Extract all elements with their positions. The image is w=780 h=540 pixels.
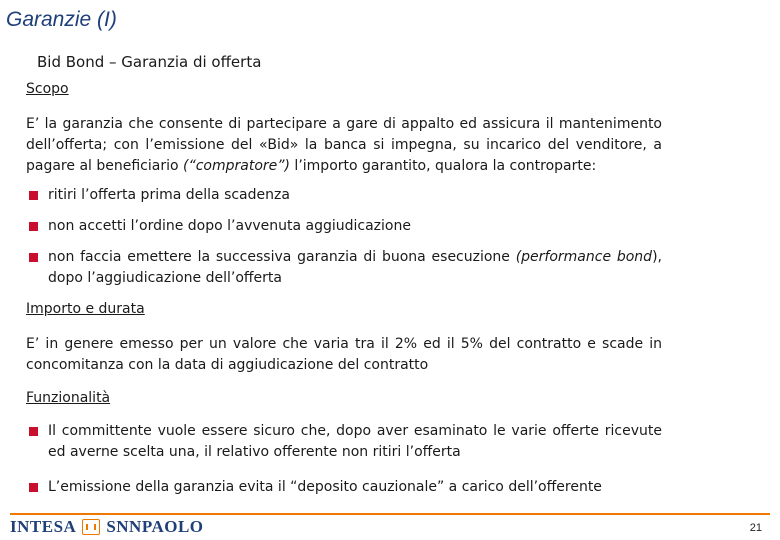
slide-title: Garanzie (I)	[6, 8, 117, 31]
scopo-text-start: E’ la garanzia che consente di partecipare a gare di appalto ed assicura il mantenimento dell’offerta; con l’emissione del «Bid» la banca si impegna, su incarico del venditore, a pagare al beneficiario	[26, 116, 662, 174]
slide-subtitle: Bid Bond – Garanzia di offerta	[37, 53, 262, 71]
bullet-text-start: non faccia emettere la successiva garanzia di buona esecuzione	[48, 249, 516, 265]
bullet-square-icon	[29, 253, 38, 262]
list-item	[26, 185, 662, 206]
bullet-square-icon	[29, 427, 38, 436]
footer-divider	[10, 513, 770, 515]
slide-content	[26, 52, 662, 508]
logo-text-left: INTESA	[10, 517, 77, 536]
funzionalita-bullet-list	[26, 421, 662, 498]
list-item	[26, 421, 662, 463]
bullet-text-end: ), dopo l’aggiudicazione dell’offerta	[48, 249, 662, 286]
page-number: 21	[749, 522, 762, 534]
scopo-text-italic: (“compratore”)	[183, 158, 290, 174]
section-heading-importo: Importo e durata	[26, 301, 145, 317]
bullet-text: L’emissione della garanzia evita il “deposito cauzionale” a carico dell’offerente	[48, 479, 602, 495]
importo-paragraph: E’ in genere emesso per un valore che varia tra il 2% ed il 5% del contratto e scade in concomitanza con la data di aggiudicazione del contratto	[26, 336, 662, 373]
list-item	[26, 477, 662, 498]
bullet-square-icon	[29, 222, 38, 231]
bullet-square-icon	[29, 483, 38, 492]
list-item	[26, 216, 662, 237]
section-heading-scopo: Scopo	[26, 81, 69, 97]
bullet-text: non accetti l’ordine dopo l’avvenuta aggiudicazione	[48, 218, 411, 234]
bullet-square-icon	[29, 191, 38, 200]
list-item	[26, 247, 662, 289]
logo-text-right: SNNPAOLO	[106, 517, 204, 536]
scopo-text-end: l’importo garantito, qualora la controparte:	[289, 158, 597, 174]
logo-mark-icon	[82, 519, 100, 535]
scopo-paragraph	[26, 114, 662, 177]
bullet-text-italic: (performance bond	[515, 249, 653, 265]
section-heading-funzionalita: Funzionalità	[26, 390, 111, 406]
bullet-text: Il committente vuole essere sicuro che, dopo aver esaminato le varie offerte ricevute ed averne scelta una, il relativo offerente non ritiri l’offerta	[48, 423, 662, 460]
bullet-text: ritiri l’offerta prima della scadenza	[48, 187, 290, 203]
scopo-bullet-list	[26, 185, 662, 289]
intesa-sanpaolo-logo	[10, 517, 204, 537]
